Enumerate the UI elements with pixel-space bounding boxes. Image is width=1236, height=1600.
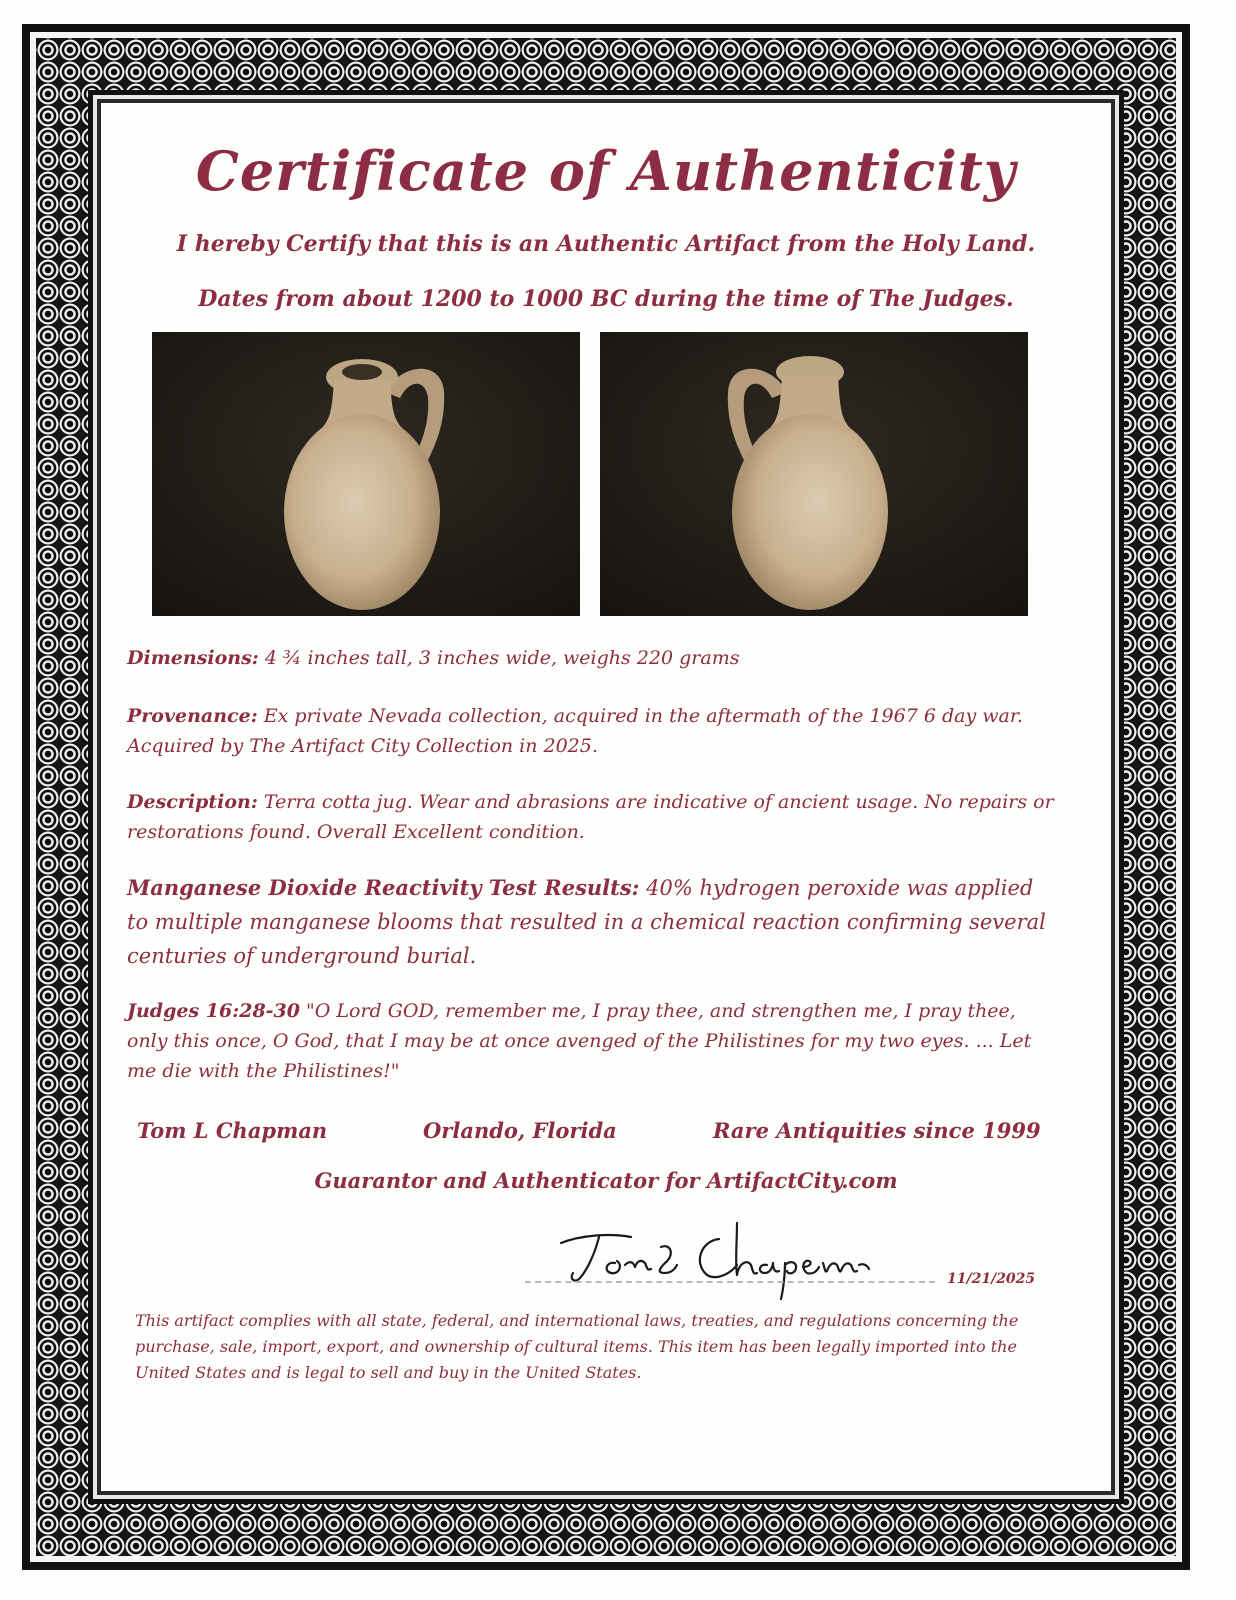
dimensions-text: 4 ¾ inches tall, 3 inches wide, weighs 220 grams bbox=[264, 647, 740, 669]
certificate-title: Certificate of Authenticity bbox=[195, 139, 1017, 203]
artifact-photo-front bbox=[152, 332, 580, 616]
signer-location: Orlando, Florida bbox=[423, 1118, 617, 1143]
certify-statement: I hereby Certify that this is an Authentic Artifact from the Holy Land. bbox=[176, 231, 1036, 257]
description-section bbox=[127, 787, 1057, 847]
legal-disclaimer: This artifact complies with all state, federal, and international laws, treaties, and regulations concerning the purchase, sale, import, export, and ownership of cultural items. This item has been legally imported into the United States and is legal to sell and buy in the United States. bbox=[135, 1311, 1019, 1382]
signer-name: Tom L Chapman bbox=[137, 1118, 328, 1143]
description-label: Description: bbox=[127, 791, 258, 813]
dating-statement: Dates from about 1200 to 1000 BC during the time of The Judges. bbox=[198, 286, 1014, 312]
manganese-label: Manganese Dioxide Reactivity Test Results: bbox=[127, 875, 640, 900]
dimensions-label: Dimensions: bbox=[127, 647, 259, 669]
manganese-text: 40% hydrogen peroxide was applied to multiple manganese blooms that resulted in a chemical reaction confirming several centuries of underground burial. bbox=[127, 876, 1046, 968]
certificate-date: 11/21/2025 bbox=[947, 1271, 1036, 1287]
guarantor-line: Guarantor and Authenticator for ArtifactCity.com bbox=[314, 1168, 898, 1193]
certificate-body bbox=[101, 103, 1111, 1491]
scripture-text: "O Lord GOD, remember me, I pray thee, and strengthen me, I pray thee, only this once, O God, that I may be at once avenged of the Philistines for my two eyes. ... Let me die with the Philistines!" bbox=[127, 1000, 1032, 1082]
scripture-label: Judges 16:28-30 bbox=[127, 1000, 300, 1022]
provenance-label: Provenance: bbox=[127, 705, 258, 727]
dimensions-section bbox=[127, 643, 1057, 673]
signer-business: Rare Antiquities since 1999 bbox=[713, 1118, 1041, 1143]
artifact-photo-back bbox=[600, 332, 1028, 616]
description-text: Terra cotta jug. Wear and abrasions are indicative of ancient usage. No repairs or restorations found. Overall Excellent condition. bbox=[127, 791, 1054, 843]
manganese-test-section bbox=[127, 871, 1057, 973]
handwritten-signature bbox=[541, 1203, 901, 1303]
signature-line bbox=[525, 1281, 935, 1283]
provenance-section bbox=[127, 701, 1057, 761]
scripture-section bbox=[127, 996, 1057, 1086]
provenance-text: Ex private Nevada collection, acquired in the aftermath of the 1967 6 day war. Acquired by The Artifact City Collection in 2025. bbox=[127, 705, 1023, 757]
